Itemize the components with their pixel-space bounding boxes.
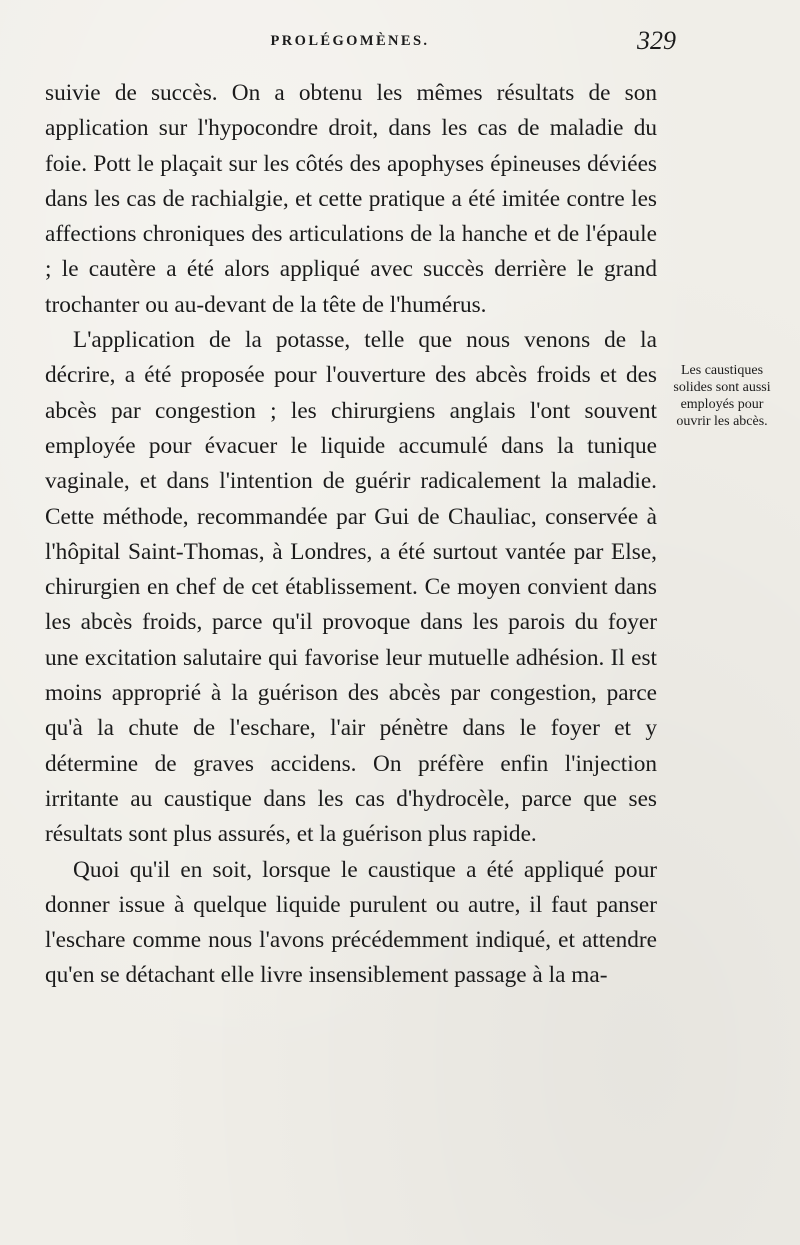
paragraph-3: Quoi qu'il en soit, lorsque le caustique a été appliqué pour donner issue à quelque liquide purulent ou autre, il faut panser l'eschare comme nous l'avons précédemment indiqué, et attendre qu'en se détachant elle livre insensiblement passage à la ma- bbox=[45, 856, 657, 989]
running-title: PROLÉGOMÈNES. bbox=[270, 33, 430, 49]
paragraph-2: L'application de la potasse, telle que nous venons de la décrire, a été proposée pour l'ouverture des abcès froids et des abcès par congestion ; les chirurgiens anglais l'ont souvent employée pour évacuer le liquide accumulé dans la tunique vaginale, et dans l'intention de guérir radicalement la maladie. Cette méthode, recommandée par Gui de Chauliac, conservée à l'hôpital Saint-Thomas, à Londres, a été surtout vantée par Else, chirurgien en chef de cet établissement. Ce moyen convient dans les abcès froids, parce qu'il provoque dans les parois du foyer une excitation salutaire qui favorise leur mutuelle adhésion. Il est moins approprié à la guérison des abcès par congestion, parce qu'à la chute de l'eschare, l'air pénètre dans le foyer et y détermine de graves accidens. On préfère enfin l'injection irritante au caustique dans les cas d'hydrocèle, parce que ses résultats sont plus assurés, et la guérison plus rapide. bbox=[45, 327, 657, 848]
body-text bbox=[45, 76, 657, 994]
paragraph-1: suivie de succès. On a obtenu les mêmes résultats de son application sur l'hypocondre droit, dans les cas de maladie du foie. Pott le plaçait sur les côtés des apophyses épineuses déviées dans les cas de rachialgie, et cette pratique a été imitée contre les affections chroniques des articulations de la hanche et de l'épaule ; le cautère a été alors appliqué avec succès derrière le grand trochanter ou au-devant de la tête de l'humérus. bbox=[45, 80, 657, 318]
page-number: 329 bbox=[637, 26, 676, 55]
running-head bbox=[40, 26, 676, 60]
margin-note: Les caustiques solides sont aussi employés pour ouvrir les abcès. bbox=[673, 363, 771, 429]
